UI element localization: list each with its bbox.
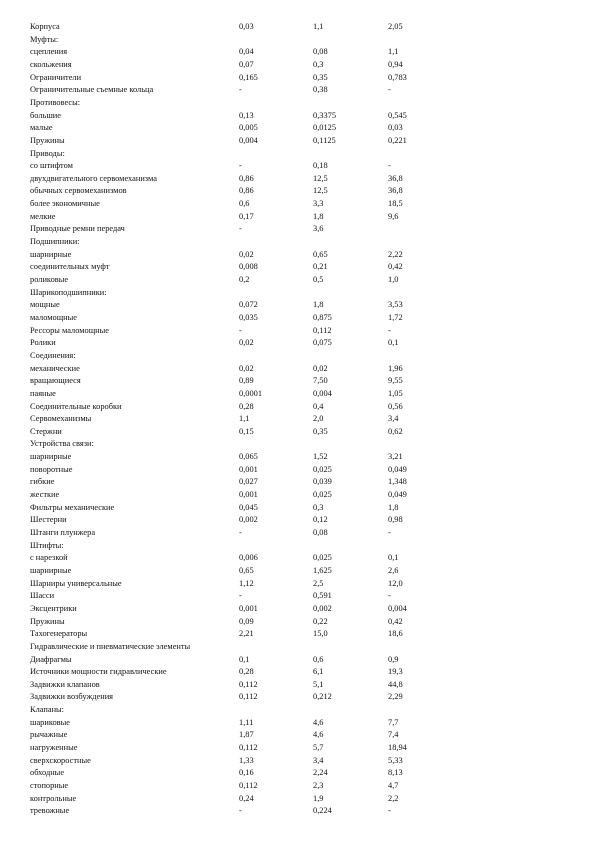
value-max: 44,8	[388, 679, 403, 689]
value-min: 0,035	[239, 312, 258, 322]
table-row	[0, 527, 595, 540]
table-row	[0, 21, 595, 34]
value-max: 1,0	[388, 275, 399, 284]
item-name: сцепления	[30, 47, 68, 57]
value-min: -	[239, 224, 242, 234]
value-min: -	[239, 85, 242, 95]
item-name: обычных сервомеханизмов	[30, 186, 127, 196]
value-mean: 0,6	[313, 654, 324, 664]
value-mean: 1,8	[313, 300, 324, 310]
item-name: Фильтры механические	[30, 502, 115, 512]
item-name: Эксцентрики	[30, 603, 77, 613]
value-mean: 0,0125	[313, 123, 337, 133]
item-name: Приводные ремни передач	[30, 224, 125, 234]
value-max: 1,1	[388, 47, 399, 57]
value-max: 36,8	[388, 186, 403, 196]
item-name: Шарикоподшипники:	[30, 287, 107, 297]
item-name: обходные	[30, 768, 65, 778]
value-min: 0,65	[239, 565, 254, 575]
value-mean: 3,3	[313, 199, 324, 209]
item-name: сверхскоростные	[30, 755, 91, 765]
table-row	[0, 46, 595, 59]
table-row	[0, 691, 595, 704]
value-max: 9,55	[388, 376, 403, 386]
value-min: 0,112	[239, 743, 258, 753]
value-mean: 0,025	[313, 464, 332, 474]
value-min: 0,027	[239, 477, 258, 487]
item-name: паяные	[30, 388, 56, 398]
item-name: мощные	[30, 300, 60, 310]
value-mean: 0,3375	[313, 110, 337, 120]
value-max: -	[388, 528, 391, 537]
item-name: Соединения:	[30, 350, 76, 360]
item-name: тревожные	[30, 806, 70, 816]
value-max: 0,94	[388, 59, 403, 69]
value-max: 0,049	[388, 464, 407, 474]
table-row	[0, 388, 595, 401]
table-row	[0, 641, 595, 654]
value-max: 3,21	[388, 452, 403, 462]
item-name: Пружины	[30, 135, 65, 145]
value-max: 36,8	[388, 173, 403, 183]
value-max: 0,62	[388, 426, 403, 436]
value-min: 0,17	[239, 211, 254, 221]
value-mean: 1,1	[313, 22, 324, 31]
value-mean: 1,8	[313, 211, 324, 221]
value-max: 0,221	[388, 135, 407, 145]
item-name: Ограничители	[30, 72, 82, 82]
value-min: 0,15	[239, 426, 254, 436]
value-min: 0,0001	[239, 388, 263, 398]
value-min: 0,16	[239, 768, 254, 778]
value-mean: 0,3	[313, 59, 324, 69]
table-row	[0, 552, 595, 565]
value-mean: 0,025	[313, 490, 332, 500]
value-mean: 1,52	[313, 452, 328, 462]
item-name: Рессоры маломощные	[30, 325, 110, 335]
item-name: с нарезкой	[30, 553, 68, 563]
value-min: 0,28	[239, 667, 254, 677]
item-name: Шасси	[30, 591, 55, 601]
value-mean: 12,5	[313, 173, 328, 183]
value-max: 0,1	[388, 338, 399, 348]
value-mean: 0,1125	[313, 135, 336, 145]
table-row	[0, 261, 595, 274]
table-row	[0, 173, 595, 186]
value-mean: 0,224	[313, 806, 332, 816]
value-max: 0,56	[388, 401, 403, 411]
value-max: 7,4	[388, 730, 399, 740]
value-mean: 0,075	[313, 338, 332, 348]
value-max: 2,2	[388, 793, 399, 803]
item-name: Ограничительные съемные кольца	[30, 85, 154, 95]
value-max: 18,5	[388, 199, 403, 209]
table-row	[0, 654, 595, 667]
value-max: 0,545	[388, 110, 407, 120]
table-row	[0, 780, 595, 793]
value-max: 0,049	[388, 490, 407, 500]
value-max: -	[388, 325, 391, 335]
item-name: скольжения	[30, 59, 72, 69]
value-mean: 1,625	[313, 565, 332, 575]
table-row	[0, 110, 595, 123]
value-min: 0,001	[239, 490, 258, 500]
value-mean: 0,4	[313, 401, 324, 411]
table-row	[0, 679, 595, 692]
table-row	[0, 590, 595, 603]
table-row	[0, 350, 595, 363]
value-min: 0,28	[239, 401, 254, 411]
value-mean: 0,875	[313, 312, 332, 322]
value-mean: 0,02	[313, 363, 328, 373]
value-mean: 0,3	[313, 502, 324, 512]
item-name: Задвижки клапанов	[30, 679, 100, 689]
table-row	[0, 704, 595, 717]
value-max: 0,03	[388, 123, 403, 133]
value-mean: 0,08	[313, 528, 328, 537]
value-mean: 2,0	[313, 414, 324, 424]
value-mean: 0,35	[313, 72, 328, 82]
value-mean: 0,08	[313, 47, 328, 57]
item-name: роликовые	[30, 275, 69, 284]
item-name: соединительных муфт	[30, 262, 110, 272]
value-max: 12,0	[388, 578, 403, 588]
item-name: шарнирные	[30, 452, 72, 462]
value-mean: 7,50	[313, 376, 328, 386]
value-min: 0,09	[239, 616, 254, 626]
item-name: поворотные	[30, 464, 73, 474]
value-min: 1,33	[239, 755, 254, 765]
table-row	[0, 514, 595, 527]
value-min: 0,001	[239, 603, 258, 613]
item-name: Источники мощности гидравлические	[30, 667, 167, 677]
table-row	[0, 578, 595, 591]
item-name: механические	[30, 363, 80, 373]
item-name: Стержни	[30, 426, 62, 436]
value-min: 0,86	[239, 186, 254, 196]
table-row	[0, 375, 595, 388]
table-row	[0, 312, 595, 325]
table-row	[0, 476, 595, 489]
table-row	[0, 211, 595, 224]
item-name: рычажные	[30, 730, 68, 740]
item-name: нагруженные	[30, 743, 78, 753]
value-min: 1,11	[239, 717, 254, 727]
value-mean: 2,3	[313, 781, 324, 790]
item-name: Противовесы:	[30, 97, 81, 107]
value-min: 0,112	[239, 692, 258, 702]
value-mean: 0,212	[313, 692, 332, 702]
item-name: Устройства связи:	[30, 439, 94, 449]
value-max: 5,33	[388, 755, 403, 765]
table-row	[0, 717, 595, 730]
value-mean: 4,6	[313, 717, 324, 727]
value-mean: 12,5	[313, 186, 328, 196]
value-max: 18,94	[388, 743, 407, 753]
table-row	[0, 97, 595, 110]
value-mean: 0,65	[313, 249, 328, 259]
value-mean: 1,9	[313, 793, 324, 803]
value-max: 0,004	[388, 603, 407, 613]
table-row	[0, 489, 595, 502]
table-row	[0, 325, 595, 338]
value-max: 1,72	[388, 312, 403, 322]
value-max: -	[388, 591, 391, 601]
value-min: 1,12	[239, 578, 254, 588]
item-name: Штифты:	[30, 540, 64, 550]
value-min: 0,005	[239, 123, 258, 133]
item-name: мелкие	[30, 211, 56, 221]
item-name: Клапаны:	[30, 705, 65, 715]
table-row	[0, 805, 595, 818]
table-row	[0, 198, 595, 211]
value-mean: 0,002	[313, 603, 332, 613]
value-max: 2,05	[388, 22, 403, 31]
table-row	[0, 451, 595, 464]
value-max: 0,9	[388, 654, 399, 664]
item-name: контрольные	[30, 793, 77, 803]
value-mean: 0,18	[313, 161, 328, 171]
item-name: Соединительные коробки	[30, 401, 122, 411]
value-min: 0,04	[239, 47, 254, 57]
value-max: 0,98	[388, 515, 403, 525]
value-mean: 0,112	[313, 325, 332, 335]
item-name: Гидравлические и пневматические элементы	[30, 641, 191, 651]
item-name: шарнирные	[30, 565, 72, 575]
item-name: шарнирные	[30, 249, 72, 259]
value-mean: 5,7	[313, 743, 324, 753]
value-min: 0,02	[239, 338, 254, 348]
value-min: 0,008	[239, 262, 258, 272]
table-row	[0, 249, 595, 262]
value-min: -	[239, 591, 242, 601]
value-min: 0,02	[239, 363, 254, 373]
table-row	[0, 666, 595, 679]
value-min: 0,001	[239, 464, 258, 474]
table-row	[0, 223, 595, 236]
value-min: 0,24	[239, 793, 254, 803]
value-mean: 0,025	[313, 553, 332, 563]
value-min: 0,03	[239, 22, 254, 31]
value-max: 2,29	[388, 692, 403, 702]
table-row	[0, 426, 595, 439]
value-min: 0,13	[239, 110, 254, 120]
item-name: жесткие	[30, 490, 60, 500]
item-name: Диафрагмы	[30, 654, 72, 664]
table-row	[0, 287, 595, 300]
value-max: 4,7	[388, 781, 399, 790]
value-max: -	[388, 806, 391, 816]
value-max: 9,6	[388, 211, 399, 221]
item-name: Пружины	[30, 616, 65, 626]
table-row	[0, 84, 595, 97]
value-min: 0,165	[239, 72, 258, 82]
value-max: 0,42	[388, 262, 403, 272]
value-min: 0,112	[239, 781, 258, 790]
table-row	[0, 59, 595, 72]
table-row	[0, 742, 595, 755]
table-row	[0, 767, 595, 780]
value-mean: 3,4	[313, 755, 324, 765]
item-name: Корпуса	[30, 22, 60, 31]
table-row	[0, 135, 595, 148]
value-mean: 0,004	[313, 388, 332, 398]
item-name: малые	[30, 123, 53, 133]
value-max: -	[388, 85, 391, 95]
value-min: 0,2	[239, 275, 250, 284]
table-row	[0, 565, 595, 578]
item-name: Подшипники:	[30, 237, 80, 247]
item-name: большие	[30, 110, 61, 120]
value-min: 0,045	[239, 502, 258, 512]
item-name: Задвижки возбуждения	[30, 692, 114, 702]
value-max: 2,6	[388, 565, 399, 575]
item-name: Муфты:	[30, 34, 59, 44]
value-mean: 2,5	[313, 578, 324, 588]
value-max: 1,96	[388, 363, 403, 373]
table-row	[0, 72, 595, 85]
table-row	[0, 413, 595, 426]
table-row	[0, 337, 595, 350]
item-name: маломощные	[30, 312, 78, 322]
table-row	[0, 628, 595, 641]
item-name: вращающиеся	[30, 376, 81, 386]
item-name: Ролики	[30, 338, 56, 348]
value-min: 1,87	[239, 730, 254, 740]
item-name: шариковые	[30, 717, 70, 727]
value-mean: 2,24	[313, 768, 328, 778]
value-mean: 0,35	[313, 426, 328, 436]
value-mean: 0,5	[313, 275, 324, 284]
value-max: 2,22	[388, 249, 403, 259]
value-mean: 3,6	[313, 224, 324, 234]
value-min: 0,07	[239, 59, 254, 69]
table-row	[0, 438, 595, 451]
value-max: 18,6	[388, 629, 403, 639]
value-min: 0,6	[239, 199, 250, 209]
table-row	[0, 160, 595, 173]
table-row	[0, 34, 595, 47]
value-min: -	[239, 806, 242, 816]
item-name: со штифтом	[30, 161, 73, 171]
table-row	[0, 616, 595, 629]
value-min: -	[239, 161, 242, 171]
table-row	[0, 540, 595, 553]
item-name: Шестерни	[30, 515, 67, 525]
value-max: 0,783	[388, 72, 407, 82]
value-min: 0,072	[239, 300, 258, 310]
value-mean: 0,38	[313, 85, 328, 95]
value-min: 0,86	[239, 173, 254, 183]
item-name: Приводы:	[30, 148, 65, 158]
value-max: 7,7	[388, 717, 399, 727]
table-row	[0, 122, 595, 135]
item-name: Шарниры универсальные	[30, 578, 122, 588]
table-row	[0, 502, 595, 515]
item-name: гибкие	[30, 477, 55, 487]
value-mean: 15,0	[313, 629, 328, 639]
value-mean: 0,039	[313, 477, 332, 487]
item-name: двухдвигательного сервомеханизма	[30, 173, 157, 183]
value-max: 0,42	[388, 616, 403, 626]
value-max: 1,8	[388, 502, 399, 512]
table-row	[0, 755, 595, 768]
table-row	[0, 603, 595, 616]
value-mean: 6,1	[313, 667, 324, 677]
value-mean: 0,591	[313, 591, 332, 601]
value-min: -	[239, 528, 242, 537]
value-min: 0,006	[239, 553, 258, 563]
table-row	[0, 299, 595, 312]
table-row	[0, 793, 595, 806]
value-max: 19,3	[388, 667, 403, 677]
value-mean: 4,6	[313, 730, 324, 740]
value-mean: 0,22	[313, 616, 328, 626]
table-row	[0, 464, 595, 477]
table-row	[0, 401, 595, 414]
table-row	[0, 274, 595, 287]
value-min: 1,1	[239, 414, 250, 424]
value-min: 0,065	[239, 452, 258, 462]
value-min: 0,002	[239, 515, 258, 525]
item-name: Сервомеханизмы	[30, 414, 92, 424]
value-mean: 0,21	[313, 262, 328, 272]
value-mean: 0,12	[313, 515, 328, 525]
value-min: 0,112	[239, 679, 258, 689]
value-min: 2,21	[239, 629, 254, 639]
table-row	[0, 185, 595, 198]
value-max: 8,13	[388, 768, 403, 778]
value-max: 1,05	[388, 388, 403, 398]
value-mean: 5,1	[313, 679, 324, 689]
value-max: 1,348	[388, 477, 407, 487]
value-max: 0,1	[388, 553, 399, 563]
value-max: 3,4	[388, 414, 399, 424]
table-row	[0, 363, 595, 376]
value-min: 0,89	[239, 376, 254, 386]
value-min: 0,02	[239, 249, 254, 259]
value-max: 3,53	[388, 300, 403, 310]
value-min: 0,1	[239, 654, 250, 664]
value-max: -	[388, 161, 391, 171]
table-row	[0, 148, 595, 161]
item-name: Штанги плунжера	[30, 528, 96, 537]
table-row	[0, 236, 595, 249]
value-min: -	[239, 325, 242, 335]
value-min: 0,004	[239, 135, 258, 145]
item-name: более экономичные	[30, 199, 100, 209]
item-name: Тахогенераторы	[30, 629, 88, 639]
item-name: стопорные	[30, 781, 69, 790]
table-row	[0, 729, 595, 742]
